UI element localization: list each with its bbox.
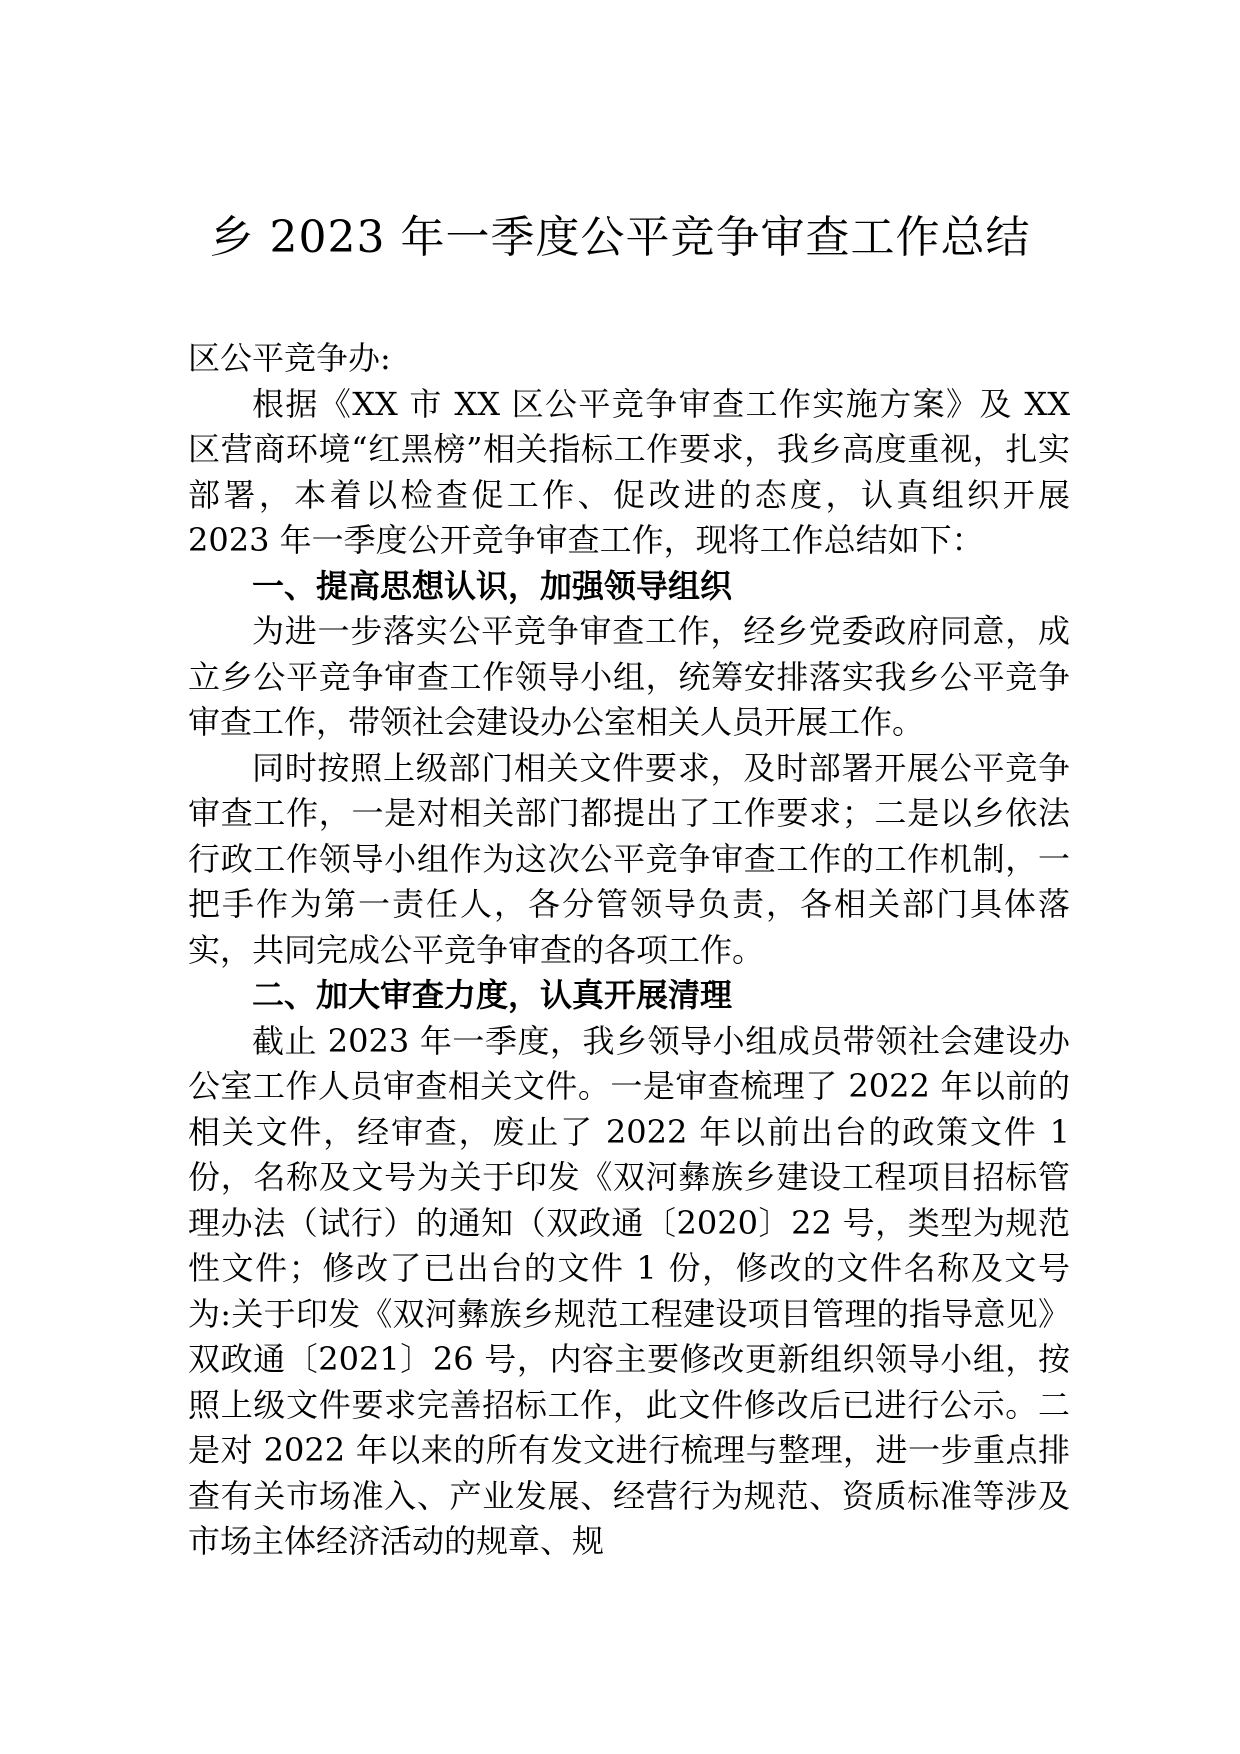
paragraph-leadership: 为进一步落实公平竞争审查工作，经乡党委政府同意，成立乡公平竞争审查工作领导小组，统筹安排落实我乡公平竞争审查工作，带领社会建设办公室相关人员开展工作。	[188, 612, 1070, 741]
paragraph-review: 截止 2023 年一季度，我乡领导小组成员带领社会建设办公室工作人员审查相关文件。一是审查梳理了 2022 年以前的相关文件，经审查，废止了 2022 年以前出台的政策文件 1 份，名称及文号为关于印发《双河彝族乡建设工程项目招标管理办法（试行）的通知（双政通〔2020〕22 号，类型为规范性文件；修改了已出台的文件 1 份，修改的文件名称及文号为:关于印发《双河彝族乡规范工程建设项目管理的指导意见》双政通〔2021〕26 号，内容主要修改更新组织领导小组，按照上级文件要求完善招标工作，此文件修改后已进行公示。二是对 2022 年以来的所有发文进行梳理与整理，进一步重点排查有关市场准入、产业发展、经营行为规范、资质标准等涉及市场主体经济活动的规章、规	[188, 1021, 1070, 1560]
document-body	[188, 336, 1070, 1565]
section-heading-2: 二、加大审查力度，认真开展清理	[252, 976, 733, 1014]
section-heading-1: 一、提高思想认识，加强领导组织	[252, 566, 733, 605]
document-title: 乡 2023 年一季度公平竞争审查工作总结	[209, 212, 1031, 263]
salutation: 区公平竞争办:	[188, 339, 391, 377]
paragraph-mechanism: 同时按照上级部门相关文件要求，及时部署开展公平竞争审查工作，一是对相关部门都提出了工作要求；二是以乡依法行政工作领导小组作为这次公平竞争审查工作的工作机制，一把手作为第一责任人，各分管领导负责，各相关部门具体落实，共同完成公平竞争审查的各项工作。	[188, 748, 1070, 969]
paragraph-intro: 根据《XX 市 XX 区公平竞争审查工作实施方案》及 XX 区营商环境“红黑榜”相关指标工作要求，我乡高度重视，扎实部署，本着以检查促工作、促改进的态度，认真组织开展 2023 年一季度公开竞争审查工作，现将工作总结如下：	[188, 384, 1070, 559]
